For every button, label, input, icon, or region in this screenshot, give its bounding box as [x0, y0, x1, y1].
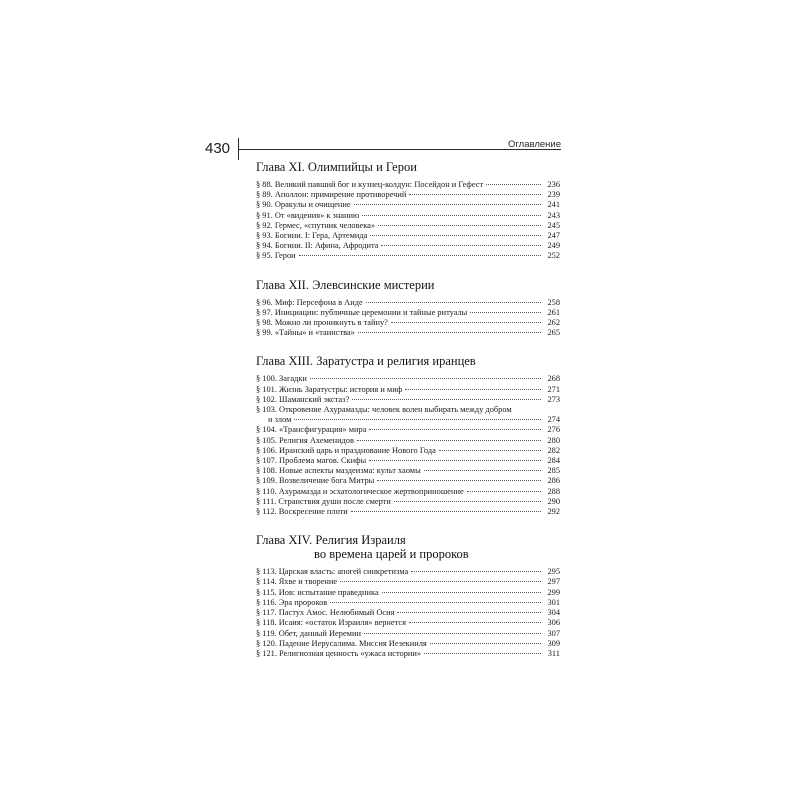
dot-leader	[391, 322, 541, 323]
toc-entry-title: § 106. Иранский царь и празднование Нового Года	[256, 445, 436, 455]
dot-leader	[470, 312, 541, 313]
toc-entry	[256, 598, 560, 608]
dot-leader	[370, 235, 541, 236]
toc-entry	[256, 241, 560, 251]
dot-leader	[369, 460, 541, 461]
toc-entry-title: § 111. Странствия души после смерти	[256, 496, 391, 506]
toc-entry	[256, 639, 560, 649]
toc-entry	[256, 251, 560, 261]
toc-entry-title: § 91. От «видения» к знанию	[256, 210, 360, 220]
toc-entry	[256, 608, 560, 618]
toc-entry	[256, 395, 560, 405]
dot-leader	[405, 389, 541, 390]
dot-leader	[369, 429, 541, 430]
dot-leader	[467, 491, 541, 492]
toc-entry-title: § 97. Инициации: публичные церемонии и тайные ритуалы	[256, 307, 468, 317]
toc-entry-title: § 89. Аполлон: примирение противоречий	[256, 190, 407, 200]
toc-entry-page: 306	[547, 618, 560, 628]
chapter-title-subtitle: во времена царей и пророков	[314, 547, 469, 562]
dot-leader	[330, 602, 541, 603]
toc-entry-title: § 88. Великий павший бог и кузнец-колдун: Посейдон и Гефест	[256, 180, 484, 189]
toc-entry	[256, 476, 560, 486]
table-of-contents	[256, 160, 560, 675]
toc-entry-page: 273	[547, 394, 560, 404]
chapter-12	[256, 278, 560, 339]
chapter-title	[256, 533, 560, 561]
toc-entry-page: 309	[547, 638, 560, 648]
toc-entry-title: § 112. Воскресение плоти	[256, 507, 348, 517]
toc-entry-title: § 104. «Трансфигурация» мира	[256, 425, 367, 435]
toc-entry	[256, 456, 560, 466]
toc-entry	[256, 318, 560, 328]
toc-entry	[256, 567, 560, 577]
toc-entry	[256, 588, 560, 598]
book-page	[205, 132, 605, 692]
toc-entry-title: § 107. Проблема магов. Скифы	[256, 456, 367, 466]
toc-entry-page: 268	[547, 374, 560, 384]
chapter-14	[256, 533, 560, 659]
toc-entry-title: § 120. Падение Иерусалима. Миссия Иезекииля	[256, 638, 427, 648]
toc-entry-title: § 100. Загадки	[256, 374, 307, 384]
toc-entry	[256, 211, 560, 221]
chapter-title: Глава XI. Олимпийцы и Герои	[256, 160, 417, 174]
toc-entry	[256, 374, 560, 384]
toc-entry	[256, 649, 560, 659]
toc-entry	[256, 446, 560, 456]
dot-leader	[439, 450, 541, 451]
chapter-13	[256, 354, 560, 517]
dot-leader	[351, 511, 541, 512]
toc-entry-page: 286	[547, 476, 560, 486]
toc-entry-title: § 101. Жизнь Заратустры: история и миф	[256, 384, 403, 394]
toc-entry-page: 285	[547, 466, 560, 476]
running-head: Оглавление	[508, 139, 561, 150]
toc-entry-title: § 94. Богини. II: Афина, Афродита	[256, 241, 379, 251]
dot-leader	[397, 612, 541, 613]
toc-entry-page: 245	[547, 220, 560, 230]
toc-entry	[256, 466, 560, 476]
toc-entry-page: 284	[547, 456, 560, 466]
toc-entry	[256, 180, 560, 190]
chapter-title-main: Глава XIV. Религия Израиля	[256, 533, 406, 548]
toc-entry-page: 276	[547, 425, 560, 435]
toc-entry-page: 304	[547, 608, 560, 618]
toc-entry	[256, 385, 560, 395]
toc-entry-title: § 118. Исаия: «остаток Израиля» вернется	[256, 618, 406, 628]
toc-entry-page: 247	[547, 231, 560, 241]
toc-entry-page: 243	[547, 210, 560, 220]
toc-entry	[256, 231, 560, 241]
toc-entry	[256, 497, 560, 507]
toc-entry-page: 292	[547, 507, 560, 517]
dot-leader	[364, 633, 541, 634]
toc-entry-title: § 98. Можно ли проникнуть в тайну?	[256, 318, 388, 328]
dot-leader	[294, 419, 541, 420]
toc-entry	[256, 200, 560, 210]
toc-entry-page: 297	[547, 577, 560, 587]
toc-entry-title: § 117. Пастух Амос. Нелюбимый Осия	[256, 608, 395, 618]
toc-entry	[256, 221, 560, 231]
toc-entry-title: § 93. Богини. I: Гера, Артемида	[256, 231, 368, 241]
chapter-title: Глава XII. Элевсинские мистерии	[256, 277, 435, 292]
toc-entry-title: § 96. Миф: Персефона в Аиде	[256, 297, 363, 307]
dot-leader	[310, 378, 541, 379]
dot-leader	[358, 332, 541, 333]
toc-entry-page: 241	[547, 200, 560, 210]
dot-leader	[381, 245, 541, 246]
toc-entry	[256, 308, 560, 318]
toc-entry	[256, 298, 560, 308]
toc-entry-page: 271	[547, 384, 560, 394]
toc-entry	[256, 487, 560, 497]
toc-entry-title: § 103. Откровение Ахурамазды: человек волен выбирать между добром	[256, 405, 512, 415]
toc-entry-page: 239	[547, 190, 560, 200]
dot-leader	[366, 302, 541, 303]
toc-entry-title: § 90. Оракулы и очищение	[256, 200, 351, 210]
toc-entry-page: 307	[547, 628, 560, 638]
toc-entry-title: § 95. Герои	[256, 251, 296, 261]
toc-entry-page: 301	[547, 597, 560, 607]
toc-entry-title-continuation: и злом	[268, 415, 292, 425]
chapter-title: Глава XIII. Заратустра и религия иранцев	[256, 354, 476, 369]
dot-leader	[486, 184, 541, 185]
toc-entry	[256, 405, 560, 415]
dot-leader	[299, 255, 541, 256]
toc-entry-title: § 108. Новые аспекты маздеизма: культ хаомы	[256, 466, 421, 476]
toc-entry	[256, 425, 560, 435]
toc-entry-page: 280	[547, 435, 560, 445]
dot-leader	[430, 643, 541, 644]
chapter-11	[256, 160, 560, 262]
dot-leader	[352, 399, 541, 400]
toc-entry	[256, 436, 560, 446]
toc-entry	[256, 507, 560, 517]
toc-entry-title: § 110. Ахурамазда и эсхатологическое жертвоприношение	[256, 486, 464, 496]
toc-entry-page: 252	[547, 251, 560, 261]
toc-entry-page: 236	[547, 180, 560, 189]
dot-leader	[382, 592, 541, 593]
dot-leader	[424, 653, 541, 654]
toc-entry-title: § 116. Эра пророков	[256, 597, 328, 607]
toc-entry-title: § 105. Религия Ахеменидов	[256, 435, 354, 445]
toc-entry-title: § 121. Религиозная ценность «ужаса истории»	[256, 648, 422, 658]
toc-entry-title: § 114. Яхве и творение	[256, 577, 338, 587]
toc-entry-page: 288	[547, 486, 560, 496]
toc-entry-page: 290	[547, 496, 560, 506]
toc-entry	[256, 328, 560, 338]
toc-entry-title: § 113. Царская власть: апогей синкретизма	[256, 567, 409, 577]
toc-entry-page: 261	[547, 307, 560, 317]
dot-leader	[411, 571, 541, 572]
toc-entry-page: 274	[547, 415, 560, 425]
toc-entry-page: 282	[547, 445, 560, 455]
toc-entry-page: 299	[547, 587, 560, 597]
toc-entry-title: § 115. Иов: испытание праведника	[256, 587, 379, 597]
toc-entry-title: § 119. Обет, данный Иеремии	[256, 628, 361, 638]
toc-entry-title: § 102. Шаманский экстаз?	[256, 394, 350, 404]
toc-entry	[256, 629, 560, 639]
dot-leader	[424, 470, 541, 471]
page-number: 430	[205, 140, 231, 157]
toc-entry-title: § 109. Возвеличение бога Митры	[256, 476, 375, 486]
dot-leader	[377, 480, 541, 481]
dot-leader	[354, 204, 541, 205]
dot-leader	[409, 194, 541, 195]
toc-entry-page: 295	[547, 567, 560, 577]
toc-entry	[256, 618, 560, 628]
toc-entry-title: § 99. «Тайны» и «таинства»	[256, 328, 355, 338]
dot-leader	[409, 622, 541, 623]
dot-leader	[357, 440, 541, 441]
toc-entry-page: 249	[547, 241, 560, 251]
toc-entry-page: 265	[547, 328, 560, 338]
toc-entry-title: § 92. Гермес, «спутник человека»	[256, 220, 376, 230]
toc-entry	[256, 190, 560, 200]
dot-leader	[362, 215, 541, 216]
dot-leader	[378, 225, 541, 226]
toc-entry-page: 311	[547, 648, 560, 658]
dot-leader	[394, 501, 541, 502]
dot-leader	[340, 581, 541, 582]
toc-entry-page: 258	[547, 297, 560, 307]
toc-entry-page: 262	[547, 318, 560, 328]
toc-entry	[256, 577, 560, 587]
toc-entry-continuation	[256, 415, 560, 425]
